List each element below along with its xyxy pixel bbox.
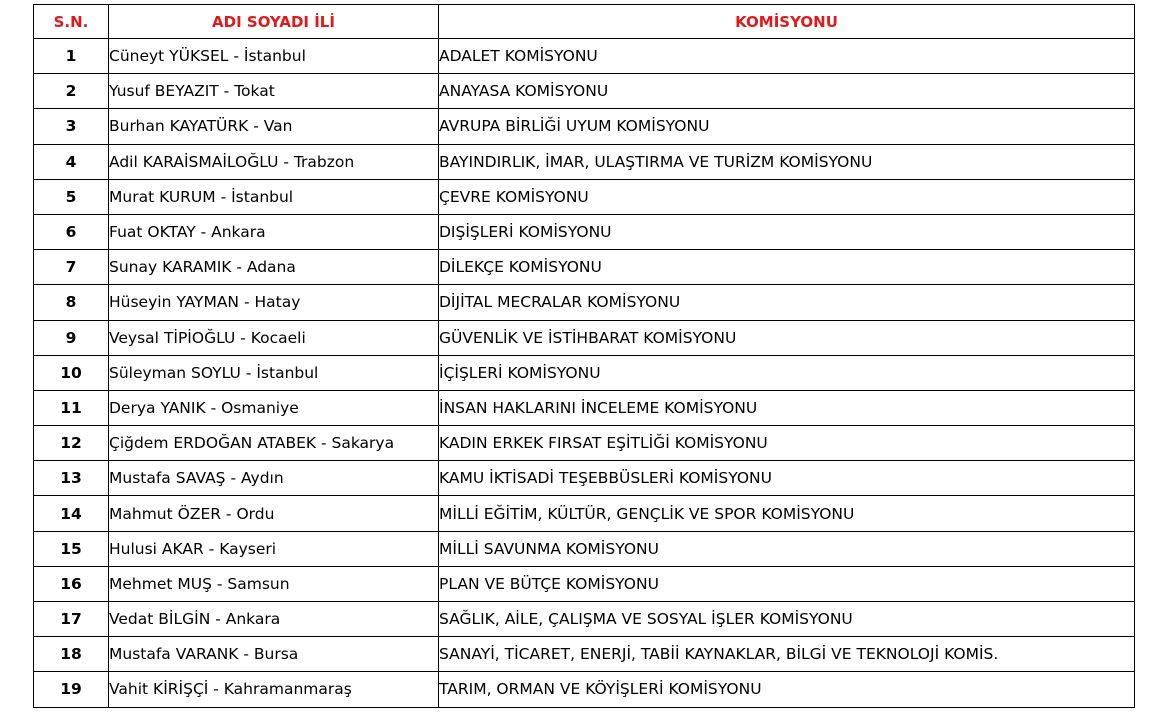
member-name-cell: Mustafa SAVAŞ - Aydın [109, 461, 439, 496]
member-name-cell: Mehmet MUŞ - Samsun [109, 566, 439, 601]
member-name-cell: Veysal TİPİOĞLU - Kocaeli [109, 320, 439, 355]
commission-name-cell: MİLLİ SAVUNMA KOMİSYONU [439, 531, 1135, 566]
commission-table [33, 4, 1135, 708]
table-row [34, 179, 1135, 214]
table-row [34, 637, 1135, 672]
commission-name-cell: BAYINDIRLIK, İMAR, ULAŞTIRMA VE TURİZM KOMİSYONU [439, 144, 1135, 179]
commission-name-cell: ÇEVRE KOMİSYONU [439, 179, 1135, 214]
row-number-cell: 14 [34, 496, 109, 531]
row-number-cell: 10 [34, 355, 109, 390]
member-name-cell: Derya YANIK - Osmaniye [109, 390, 439, 425]
row-number-cell: 13 [34, 461, 109, 496]
header-name: ADI SOYADI İLİ [109, 5, 439, 39]
member-name-cell: Hulusi AKAR - Kayseri [109, 531, 439, 566]
commission-name-cell: DİLEKÇE KOMİSYONU [439, 250, 1135, 285]
row-number-cell: 15 [34, 531, 109, 566]
row-number-cell: 17 [34, 602, 109, 637]
table-row [34, 496, 1135, 531]
header-commission: KOMİSYONU [439, 5, 1135, 39]
table-row [34, 74, 1135, 109]
table-row [34, 390, 1135, 425]
commission-name-cell: TARIM, ORMAN VE KÖYİŞLERİ KOMİSYONU [439, 672, 1135, 707]
commission-name-cell: DIŞİŞLERİ KOMİSYONU [439, 214, 1135, 249]
member-name-cell: Hüseyin YAYMAN - Hatay [109, 285, 439, 320]
member-name-cell: Mahmut ÖZER - Ordu [109, 496, 439, 531]
row-number-cell: 7 [34, 250, 109, 285]
row-number-cell: 5 [34, 179, 109, 214]
commission-name-cell: İNSAN HAKLARINI İNCELEME KOMİSYONU [439, 390, 1135, 425]
row-number-cell: 4 [34, 144, 109, 179]
table-row [34, 39, 1135, 74]
commission-name-cell: AVRUPA BİRLİĞİ UYUM KOMİSYONU [439, 109, 1135, 144]
row-number-cell: 2 [34, 74, 109, 109]
commission-name-cell: ADALET KOMİSYONU [439, 39, 1135, 74]
row-number-cell: 1 [34, 39, 109, 74]
row-number-cell: 16 [34, 566, 109, 601]
table-row [34, 355, 1135, 390]
commission-name-cell: GÜVENLİK VE İSTİHBARAT KOMİSYONU [439, 320, 1135, 355]
member-name-cell: Vahit KİRİŞÇİ - Kahramanmaraş [109, 672, 439, 707]
header-sn: S.N. [34, 5, 109, 39]
commission-name-cell: İÇİŞLERİ KOMİSYONU [439, 355, 1135, 390]
commission-name-cell: MİLLİ EĞİTİM, KÜLTÜR, GENÇLİK VE SPOR KOMİSYONU [439, 496, 1135, 531]
table-row [34, 109, 1135, 144]
table-body [34, 39, 1135, 708]
table-header [34, 5, 1135, 39]
row-number-cell: 11 [34, 390, 109, 425]
row-number-cell: 6 [34, 214, 109, 249]
member-name-cell: Burhan KAYATÜRK - Van [109, 109, 439, 144]
commission-name-cell: DİJİTAL MECRALAR KOMİSYONU [439, 285, 1135, 320]
table-row [34, 320, 1135, 355]
member-name-cell: Murat KURUM - İstanbul [109, 179, 439, 214]
commission-name-cell: ANAYASA KOMİSYONU [439, 74, 1135, 109]
commission-name-cell: PLAN VE BÜTÇE KOMİSYONU [439, 566, 1135, 601]
row-number-cell: 8 [34, 285, 109, 320]
table-row [34, 250, 1135, 285]
member-name-cell: Yusuf BEYAZIT - Tokat [109, 74, 439, 109]
table-row [34, 672, 1135, 707]
commission-name-cell: SANAYİ, TİCARET, ENERJİ, TABİİ KAYNAKLAR, BİLGİ VE TEKNOLOJİ KOMİS. [439, 637, 1135, 672]
table-row [34, 461, 1135, 496]
member-name-cell: Adil KARAİSMAİLOĞLU - Trabzon [109, 144, 439, 179]
table-row [34, 214, 1135, 249]
member-name-cell: Süleyman SOYLU - İstanbul [109, 355, 439, 390]
table-row [34, 566, 1135, 601]
table-row [34, 144, 1135, 179]
header-row [34, 5, 1135, 39]
table-row [34, 426, 1135, 461]
table-row [34, 602, 1135, 637]
member-name-cell: Mustafa VARANK - Bursa [109, 637, 439, 672]
member-name-cell: Vedat BİLGİN - Ankara [109, 602, 439, 637]
commission-name-cell: KADIN ERKEK FIRSAT EŞİTLİĞİ KOMİSYONU [439, 426, 1135, 461]
row-number-cell: 18 [34, 637, 109, 672]
row-number-cell: 9 [34, 320, 109, 355]
table-row [34, 285, 1135, 320]
member-name-cell: Fuat OKTAY - Ankara [109, 214, 439, 249]
commission-name-cell: SAĞLIK, AİLE, ÇALIŞMA VE SOSYAL İŞLER KOMİSYONU [439, 602, 1135, 637]
table-row [34, 531, 1135, 566]
commission-name-cell: KAMU İKTİSADİ TEŞEBBÜSLERİ KOMİSYONU [439, 461, 1135, 496]
member-name-cell: Cüneyt YÜKSEL - İstanbul [109, 39, 439, 74]
row-number-cell: 3 [34, 109, 109, 144]
row-number-cell: 19 [34, 672, 109, 707]
row-number-cell: 12 [34, 426, 109, 461]
member-name-cell: Sunay KARAMIK - Adana [109, 250, 439, 285]
member-name-cell: Çiğdem ERDOĞAN ATABEK - Sakarya [109, 426, 439, 461]
